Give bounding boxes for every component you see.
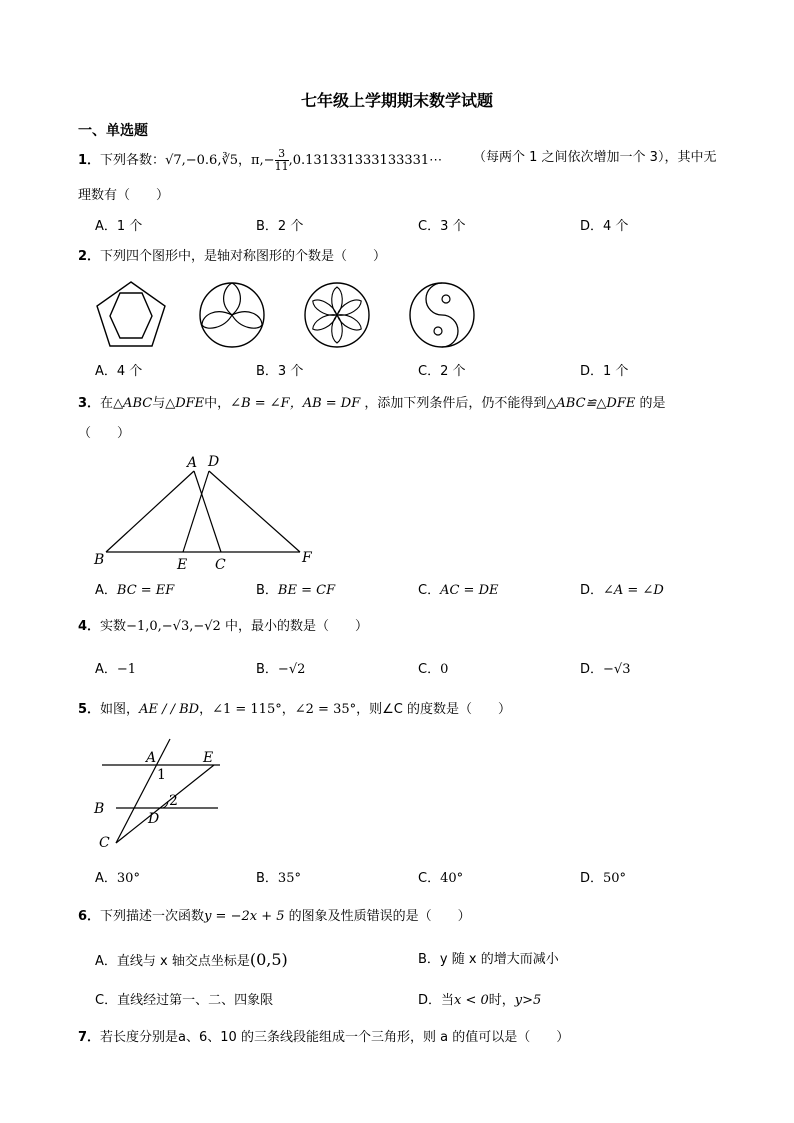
label-2: 2 [169,793,178,809]
q1-prefix: 下列各数： [100,153,166,168]
q5-text-2: ， [199,702,213,717]
q5-angle-1: ∠1 = 115° [212,702,282,717]
question-number: 4． [78,619,101,634]
question-2 [78,247,386,267]
option-math: −√3 [603,662,631,677]
option-math-2: y>5 [514,993,542,1008]
q6-option-d[interactable] [418,991,541,1011]
q1-fraction-denominator: 11 [274,160,289,173]
q3-option-b[interactable] [256,581,335,601]
option-prefix: A． [95,871,117,886]
q2-option-b[interactable]: B．3 个 [256,364,304,379]
option-prefix: D． [580,662,604,677]
q5-text-1: 如图， [100,702,140,717]
q5-angle-2: ∠2 = 35° [294,702,357,717]
question-5 [78,700,511,720]
q1-fraction-numerator: 3 [275,148,289,161]
q2-text: 下列四个图形中，是轴对称图形的个数是（ ） [100,249,387,264]
option-prefix: C． [418,662,441,677]
petal-left [202,312,232,328]
dot-bottom [434,327,442,335]
question-number: 3． [78,396,101,411]
q5-option-c[interactable] [418,869,463,889]
option-math: (0,5) [249,950,288,969]
question-1 [78,148,442,173]
petal-right [232,312,262,328]
section-heading: 一、单选题 [78,123,148,139]
q6-text-2: 的图象及性质错误的是（ ） [288,909,471,924]
q4-option-c[interactable] [418,660,448,680]
question-3 [78,394,666,414]
figure-six-petals [303,281,371,349]
q6-option-b[interactable]: B．y 随 x 的增大而减小 [418,952,559,967]
q3-option-d[interactable] [580,581,664,601]
option-math: 30° [116,871,140,886]
q6-option-c[interactable]: C．直线经过第一、二、四象限 [95,993,274,1008]
option-math: ∠A = ∠D [603,583,664,598]
q5-text-4: ，则∠C 的度数是（ ） [356,702,511,717]
option-prefix: D． [580,871,604,886]
q6-text-1: 下列描述一次函数 [100,909,205,924]
q3-option-a[interactable] [95,581,174,601]
q5-option-b[interactable] [256,869,301,889]
label-d: D [208,454,220,470]
q5-option-a[interactable] [95,869,140,889]
q1-fraction [275,148,289,173]
q7-text: 若长度分别是a、6、10 的三条线段能组成一个三角形，则 a 的值可以是（ ） [100,1030,570,1045]
option-math: −√2 [277,662,306,677]
q5-parallel: AE / / BD [139,702,200,717]
q1-option-b[interactable]: B．2 个 [256,219,304,234]
segment-ac [194,471,221,552]
q4-expression: −1,0,−√3,−√2 [126,619,221,634]
q2-option-c[interactable]: C．2 个 [418,364,466,379]
q1-option-c[interactable]: C．3 个 [418,219,466,234]
label-e: E [177,557,188,573]
petal-4 [332,315,343,343]
option-text-1: D．当 [418,993,455,1008]
option-text-2: 时， [488,993,515,1008]
q3-line2: （ ） [78,426,131,441]
question-number: 5． [78,702,101,717]
option-prefix: A． [95,583,117,598]
label-a: A [146,750,157,766]
question-number: 2． [78,249,101,264]
q1-note: （每两个 1 之间依次增加一个 3），其中无 [473,150,717,165]
pentagon-shape [97,282,165,346]
q4-text-1: 实数 [100,619,127,634]
option-prefix: C． [418,583,441,598]
option-math-1: x < 0 [454,993,489,1008]
option-prefix: D． [580,583,604,598]
q2-option-d[interactable]: D．1 个 [580,364,629,379]
option-math: 50° [603,871,627,886]
petal-1 [332,287,343,315]
q3-triangle-2: △DFE [165,396,205,411]
option-text: A．直线与 x 轴交点坐标是 [95,954,250,969]
question-6 [78,907,471,927]
q3-option-c[interactable] [418,581,498,601]
q3-text-3: 中， [204,396,231,411]
segment-df [209,471,300,552]
question-number: 7． [78,1030,101,1045]
label-c: C [215,557,226,573]
q6-option-a[interactable] [95,950,288,972]
option-math: BC = EF [116,583,175,598]
q4-option-b[interactable] [256,660,305,680]
q3-triangle-1: △ABC [113,396,153,411]
option-prefix: B． [256,871,278,886]
option-prefix: B． [256,583,278,598]
question-4 [78,617,368,637]
q2-option-a[interactable]: A．4 个 [95,364,143,379]
option-prefix: C． [418,871,441,886]
petal-top [224,283,241,315]
q3-text-4: ，添加下列条件后，仍不能得到 [364,396,547,411]
q4-option-a[interactable] [95,660,136,680]
segment-de [183,471,209,552]
q1-expression-b: ,0.131331333133331⋯ [288,153,443,168]
label-b: B [94,801,105,817]
q5-text-3: ， [281,702,295,717]
label-f: F [302,550,312,566]
question-number: 6． [78,909,101,924]
page-title: 七年级上学期期末数学试题 [300,91,493,110]
question-number: 1． [78,153,101,168]
q1-option-a[interactable]: A．1 个 [95,219,143,234]
figure-yin-yang [408,281,476,349]
figure-parallel-lines [90,735,240,853]
segment-ba [106,471,194,552]
q1-line2: 理数有（ ） [78,188,170,203]
option-math: AC = DE [440,583,499,598]
figure-pentagon-hexagon [94,280,168,350]
line-ca [116,739,170,843]
s-curve [426,283,458,347]
q3-condition: ∠B = ∠F，AB = DF [230,396,361,411]
label-a: A [187,455,198,471]
q1-option-d[interactable]: D．4 个 [580,219,629,234]
option-math: 35° [277,871,301,886]
dot-top [442,295,450,303]
option-math: 0 [440,662,449,677]
q3-text-5: 的是 [639,396,666,411]
label-1: 1 [157,767,166,783]
option-math: BE = CF [277,583,336,598]
option-math: −1 [116,662,137,677]
q1-expression-a: √7,−0.6,∛5，π,− [165,153,275,168]
question-7 [78,1028,569,1048]
label-e: E [203,750,214,766]
q6-function: y = −2x + 5 [204,909,285,924]
label-b: B [94,552,105,568]
label-d: D [148,811,160,827]
figure-triangles [90,450,330,575]
hexagon-shape [110,293,152,338]
option-prefix: B． [256,662,278,677]
option-math: 40° [440,871,464,886]
q5-option-d[interactable] [580,869,626,889]
q3-text-2: 与 [152,396,166,411]
q3-congruence: △ABC≌△DFE [546,396,636,411]
label-c: C [99,835,110,851]
q4-option-d[interactable] [580,660,630,680]
q3-text-1: 在 [100,396,114,411]
option-prefix: A． [95,662,117,677]
figure-three-petals [198,281,266,349]
q4-text-2: 中，最小的数是（ ） [224,619,368,634]
